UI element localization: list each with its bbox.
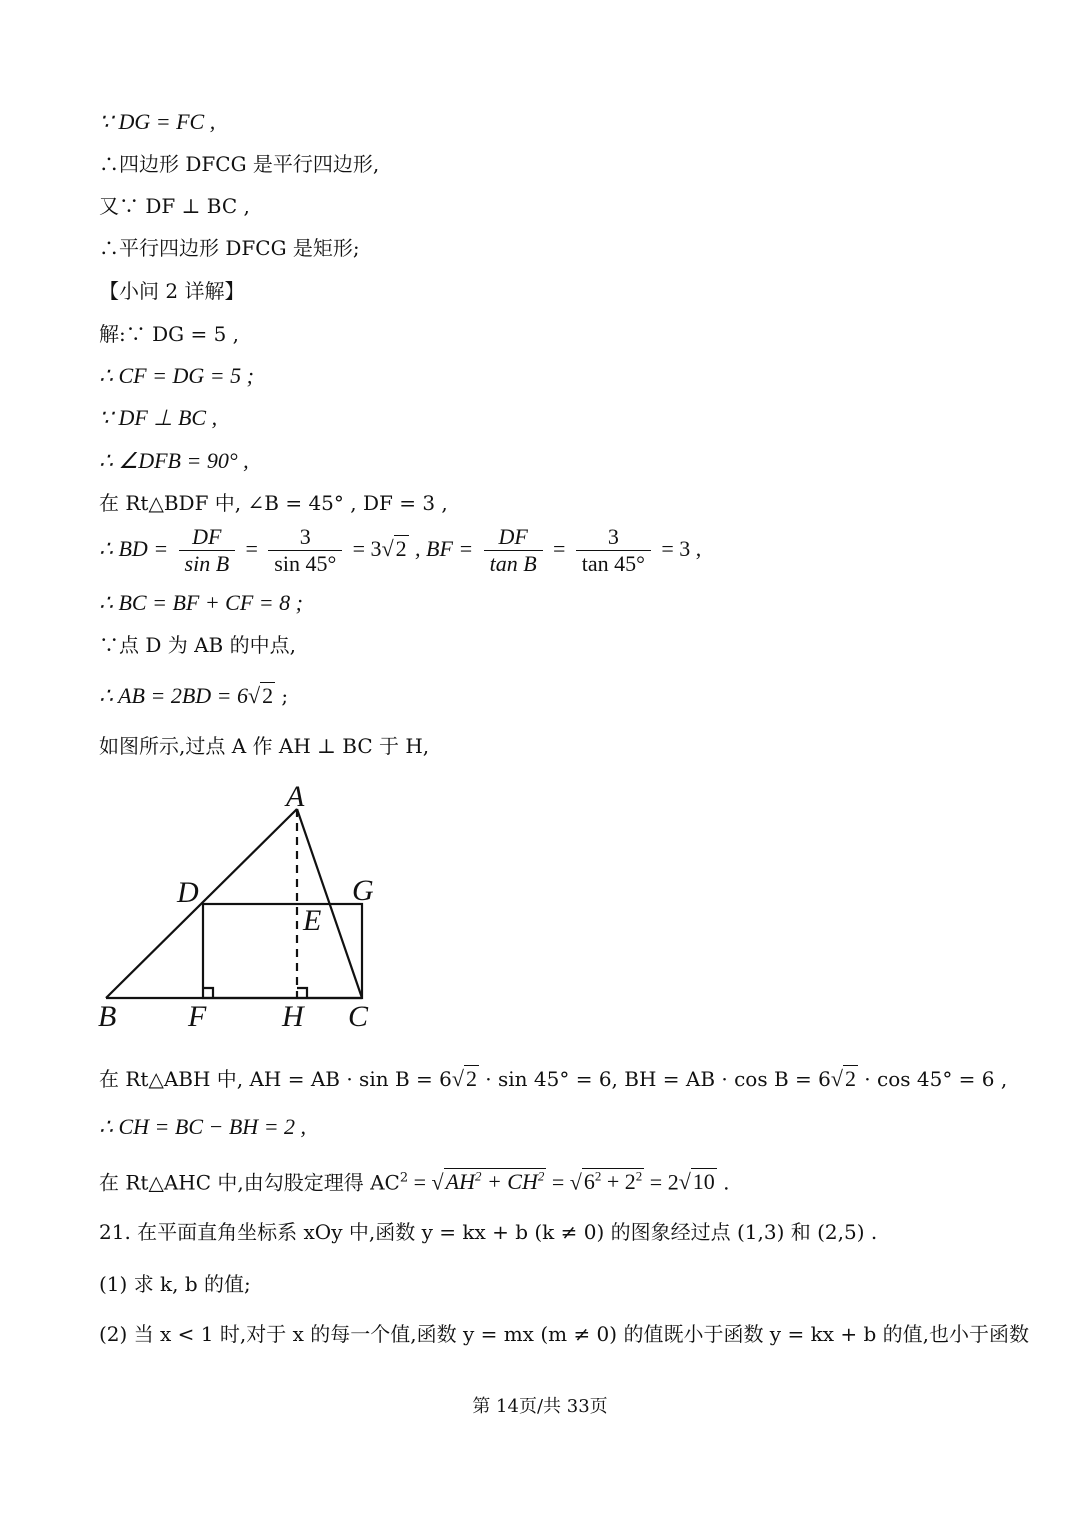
text-line-15: 如图所示,过点 A 作 AH ⊥ BC 于 H, <box>99 734 430 758</box>
text-line-17: ∴ CH = BC − BH = 2 , <box>99 1114 307 1139</box>
label-h: H <box>282 1000 304 1033</box>
question-21-part-1: (1) 求 k, b 的值; <box>99 1272 251 1296</box>
label-b: B <box>98 1000 117 1033</box>
text-line-1: ∵ DG = FC , <box>99 109 216 134</box>
text-line-16: 在 Rt△ABH 中, AH = AB · sin B = 6√2 · sin 45° = 6, BH = AB · cos B = 6√2 · cos 45° = 6 , <box>99 1066 1008 1091</box>
text-line-13: ∵点 D 为 AB 的中点, <box>99 633 296 657</box>
text-line-7: ∴ CF = DG = 5 ; <box>99 363 254 388</box>
text-line-14: ∴ AB = 2BD = 6√2 ; <box>99 683 289 708</box>
text-line-6: 解:∵ DG = 5 , <box>99 322 240 346</box>
label-a: A <box>286 780 305 813</box>
label-e: E <box>303 904 322 937</box>
fraction-bd: $\frac{DF}{\text{sin B}}$ <box>179 524 236 577</box>
fraction-sin45: $\frac{3}{\sin 45^\circ}$ <box>268 524 342 577</box>
page-footer: 第 14页/共 33页 <box>472 1396 608 1417</box>
label-d: D <box>177 876 199 909</box>
question-21-part-2: (2) 当 x < 1 时,对于 x 的每一个值,函数 y = mx (m ≠ 0) 的值既小于函数 y = kx + b 的值,也小于函数 <box>99 1322 1029 1346</box>
question-21: 21. 在平面直角坐标系 xOy 中,函数 y = kx + b (k ≠ 0) 的图象经过点 (1,3) 和 (2,5) . <box>99 1220 878 1244</box>
text-line-8: ∵ DF ⊥ BC , <box>99 405 218 430</box>
rectangle-dfcg <box>203 904 362 998</box>
right-angle-h <box>297 988 307 998</box>
section-heading: 【小问 2 详解】 <box>99 279 245 303</box>
label-g: G <box>352 874 374 907</box>
geometry-figure <box>90 780 390 1040</box>
label-f: F <box>188 1000 207 1033</box>
text-line-9: ∴ ∠DFB = 90° , <box>99 448 249 473</box>
text-line-18: 在 Rt△AHC 中,由勾股定理得 $AC^2 = √AH^2 + CH^2 = √6^2 + 2^2 = 2√10$ . <box>99 1169 730 1195</box>
fraction-tan45: $\frac{3}{\tan 45^\circ}$ <box>576 524 651 577</box>
label-c: C <box>348 1000 369 1033</box>
text-line-3: 又∵ DF ⊥ BC , <box>99 194 250 218</box>
sqrt-symbol: √2 <box>381 536 407 561</box>
fraction-bf: $\frac{DF}{\text{tan B}}$ <box>484 524 543 577</box>
text-line-10: 在 Rt△BDF 中, ∠B = 45° , DF = 3 , <box>99 491 448 515</box>
text-line-4: ∴平行四边形 DFCG 是矩形; <box>99 236 360 260</box>
right-angle-f <box>203 988 213 998</box>
text-line-12: ∴ BC = BF + CF = 8 ; <box>99 590 303 615</box>
text-line-2: ∴四边形 DFCG 是平行四边形, <box>99 152 380 176</box>
fraction-line: ∴ BD = $\frac{DF}{\text{sin B}}$ = $\frac{3}{\sin 45^\circ}$ = 3√2 , BF = $\frac{DF}{\text{tan B}}$ = $\frac{3}{\tan 45^\circ}$ = 3 , <box>99 524 702 576</box>
